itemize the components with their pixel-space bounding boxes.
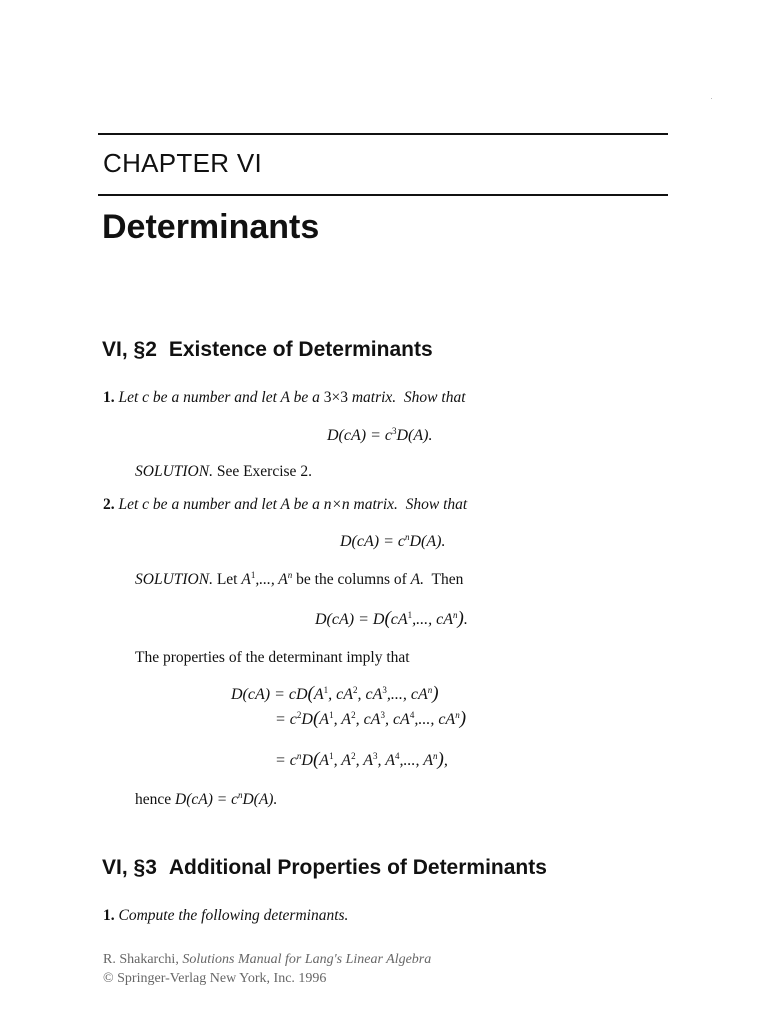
exercise-2-solution xyxy=(135,570,463,589)
exercise-1-show-that: Show that xyxy=(403,389,466,406)
chain-line-3: = $c^nD(A^1$, $A^2$, $A^3$, $A^4$,..., $A^n$), xyxy=(275,749,448,770)
exercise-1-equation: $D(cA) = c^3D(A)$. xyxy=(327,426,433,444)
chapter-label: CHAPTER VI xyxy=(103,148,263,178)
chain-line-2: = $c^2D(A^1$, $A^2$, $cA^3$, $cA^4$,..., $cA^n$) xyxy=(275,708,467,729)
section-2-heading xyxy=(102,338,433,362)
exercise-2-number: 2. xyxy=(103,496,115,513)
solution-equation-1: $D(cA) = D(cA^1$,..., $cA^n$). xyxy=(315,608,468,629)
section-3-heading xyxy=(102,856,547,880)
exercise-1-solution xyxy=(135,463,312,481)
conclusion xyxy=(135,790,277,809)
exercise-1-size: 3×3 xyxy=(323,389,348,406)
exercise-1-matrix-word: matrix. xyxy=(351,389,397,406)
conclusion-equation: $D(cA) = c^nD(A)$. xyxy=(175,790,278,808)
top-rule xyxy=(98,133,668,135)
solution-then: Then xyxy=(431,571,464,588)
exercise-2-statement xyxy=(103,496,467,514)
exercise-1-statement xyxy=(103,389,466,407)
solution-be-columns: be the columns of xyxy=(296,571,407,588)
section-3-exercise-1 xyxy=(103,907,348,925)
solution-label: SOLUTION. xyxy=(135,571,213,588)
exercise-1-number: 1. xyxy=(103,389,115,406)
exercise-2-matrix-word: matrix. xyxy=(353,496,398,513)
exercise-2-text: Let c be a number and let A be a xyxy=(118,496,320,513)
scan-speck xyxy=(711,98,712,99)
properties-text: The properties of the determinant imply that xyxy=(135,649,410,666)
exercise-1-text: Let c be a number and let A be a xyxy=(118,389,320,406)
footer-author: R. Shakarchi, xyxy=(103,952,179,967)
section-2-title: Existence of Determinants xyxy=(168,338,433,361)
section-2-number: VI, §2 xyxy=(102,338,157,361)
exercise-2-size: n×n xyxy=(323,496,350,513)
exercise-2-show-that: Show that xyxy=(405,496,468,513)
section-3-title: Additional Properties of Determinants xyxy=(168,856,547,879)
hence-word: hence xyxy=(135,791,172,808)
footer-copyright: © Springer-Verlag New York, Inc. 1996 xyxy=(103,971,327,986)
section-3-number: VI, §3 xyxy=(102,856,157,879)
section-3-exercise-1-text: Compute the following determinants. xyxy=(118,907,349,924)
footer-book: Solutions Manual for Lang's Linear Algebra xyxy=(182,952,432,967)
solution-label: SOLUTION. xyxy=(135,463,213,480)
solution-columns: $A^1$,..., $A^n$ xyxy=(241,570,293,588)
solution-text: See Exercise 2. xyxy=(216,463,312,480)
solution-matrix-ref: A. xyxy=(410,571,425,588)
exercise-2-equation: $D(cA) = c^nD(A)$. xyxy=(340,532,446,550)
section-3-exercise-1-number: 1. xyxy=(103,907,115,924)
chain-line-1: $D(cA) = cD(A^1$, $cA^2$, $cA^3$,..., $cA^n$) xyxy=(231,683,439,704)
chapter-title: Determinants xyxy=(102,208,320,246)
solution-let: Let xyxy=(216,571,238,588)
chapter-rule xyxy=(98,194,668,196)
footer-citation xyxy=(103,952,431,968)
